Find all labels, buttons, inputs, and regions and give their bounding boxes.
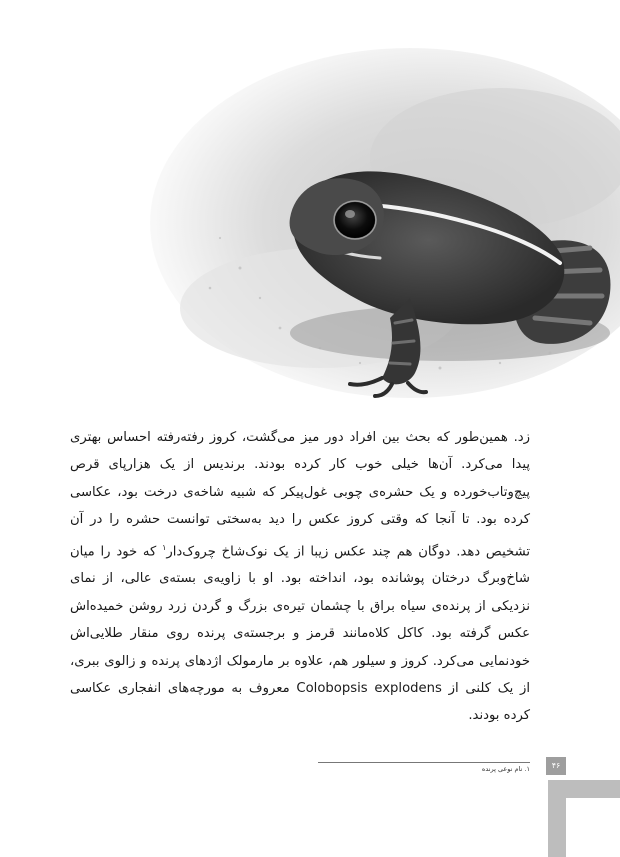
- frog-photo: [120, 48, 620, 398]
- paragraph-part-1: زد. همین‌طور که بحث بین افراد دور میز می‌گشت، کروز رفته‌رفته احساس بهتری پیدا می‌کرد. آن‌ها خیلی خوب کار کرده بودند. برندیس از یک هزارپای قرص پیچ‌وتاب‌خورده و یک حشره‌ی چوبی غول‌پیکر که شبیه شاخه‌ی درخت بود، عکاسی کرده بود. تا آنجا که وقتی کروز عکس را دید به‌سختی توانست حشره را در آن تشخیص دهد. دوگان هم چند عکس زیبا از یک نوک‌شاخ چروک‌دار: [70, 430, 531, 560]
- corner-bar-left: [548, 780, 566, 857]
- latin-species-name: Colobopsis explodens: [296, 681, 442, 697]
- paragraph-text: [70, 424, 530, 730]
- page-number: ۴۶: [546, 757, 566, 775]
- footnote-divider: [318, 762, 530, 763]
- footnote-marker: ۱: [162, 542, 167, 552]
- paragraph-part-3: معروف به مورچه‌های انفجاری عکاسی کرده بودند.: [70, 681, 530, 724]
- body-paragraph: [70, 424, 530, 730]
- corner-decoration: [548, 780, 620, 857]
- paragraph-part-2: که خود را میان شاخ‌وبرگ درختان پوشانده بود، انداخته بود. او با زاویه‌ی بسته‌ی عالی، از نمای نزدیکی از پرنده‌ی سیاه براق با چشمان تیره‌ی بزرگ و گردن زرد روشن خمیده‌اش عکس گرفته بود. کاکل کلاه‌مانند قرمز و برجسته‌ی پرنده روی منقار طلایی‌اش خودنمایی می‌کرد. کروز و سیلور هم، علاوه بر مارمولک اژدهای پرنده و زالوی ببری، از یک کلنی از: [70, 544, 531, 697]
- footnote: ۱. نام نوعی پرنده: [481, 765, 530, 773]
